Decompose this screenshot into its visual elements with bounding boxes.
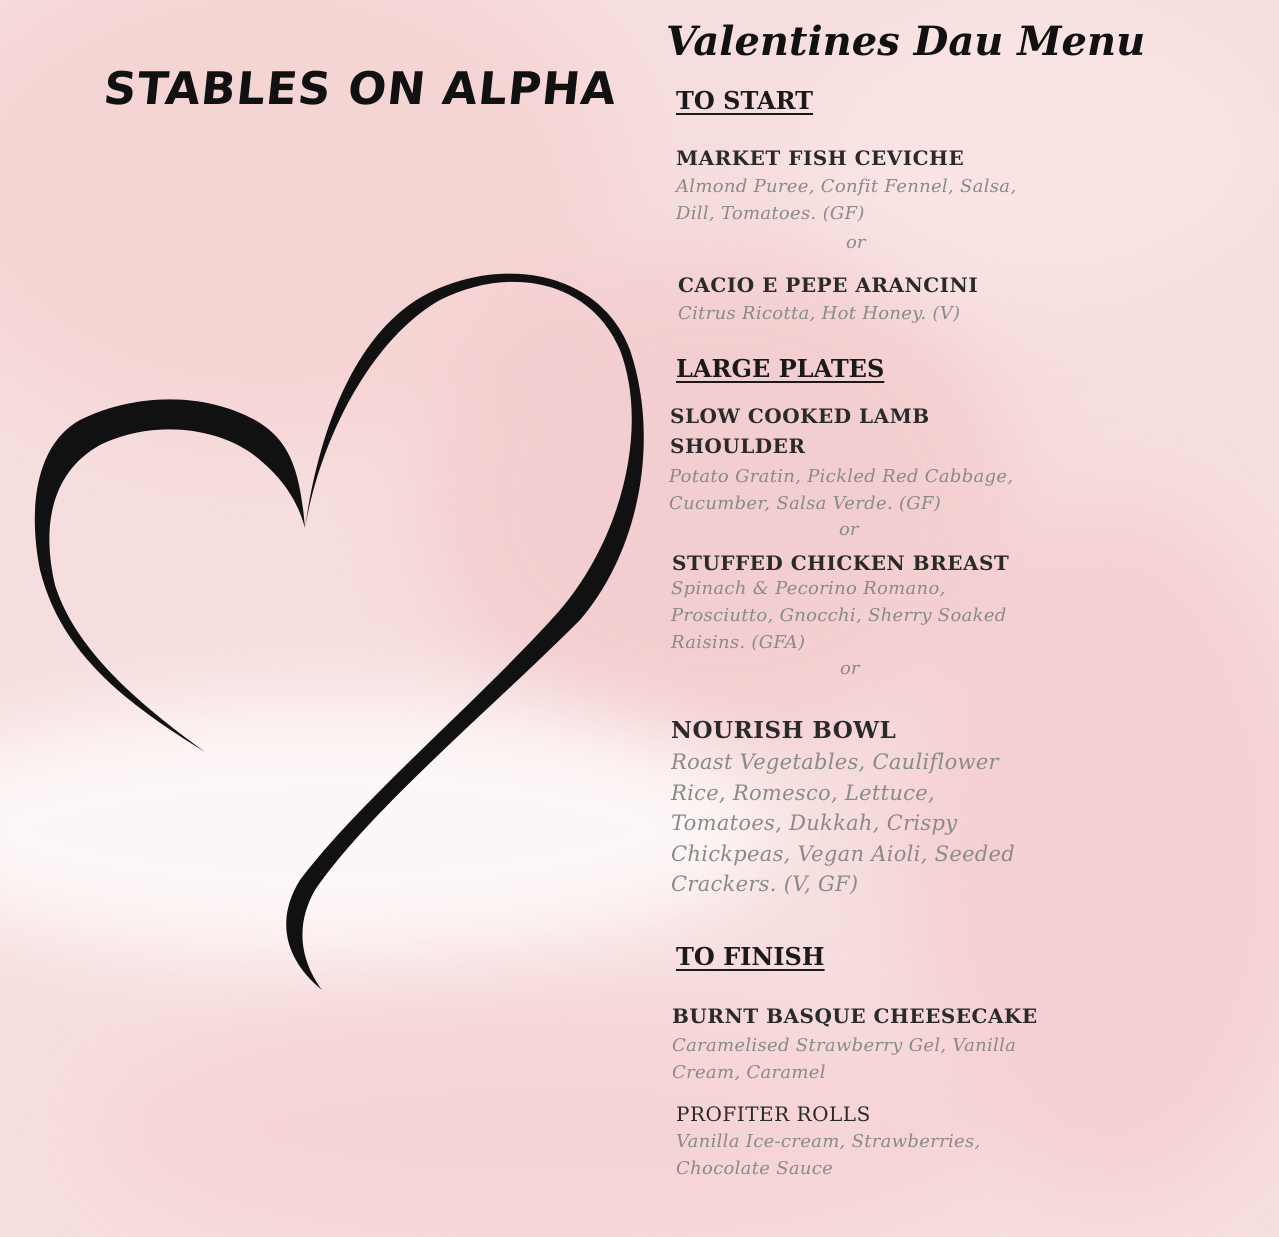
- dish-name: BURNT BASQUE CHEESECAKE: [672, 1004, 1038, 1028]
- dish-name: [670, 401, 930, 461]
- description-line: Potato Gratin, Pickled Red Cabbage,: [669, 466, 1014, 487]
- description-line: Cucumber, Salsa Verde. (GF): [669, 493, 942, 514]
- description-line: Roast Vegetables, Cauliflower: [671, 750, 999, 774]
- dish-name: MARKET FISH CEVICHE: [676, 146, 965, 170]
- dish-description: [676, 173, 1016, 227]
- description-line: Chocolate Sauce: [676, 1158, 834, 1179]
- description-line: Vanilla Ice-cream, Strawberries,: [676, 1131, 981, 1152]
- section-heading-large-plates: LARGE PLATES: [676, 354, 885, 383]
- description-line: Cream, Caramel: [672, 1062, 826, 1083]
- section-heading-to-start: TO START: [676, 86, 814, 115]
- description-line: Rice, Romesco, Lettuce,: [671, 780, 935, 805]
- dish-name: STUFFED CHICKEN BREAST: [672, 551, 1010, 575]
- dish-description: [678, 300, 960, 327]
- description-line: Raisins. (GFA): [671, 632, 806, 653]
- dish-description: [671, 575, 1007, 656]
- or-separator: or: [840, 658, 860, 679]
- dish-description: [671, 747, 1015, 900]
- dish-name: PROFITER ROLLS: [676, 1102, 871, 1126]
- restaurant-name: STABLES ON ALPHA: [101, 62, 620, 115]
- dish-name-line: SLOW COOKED LAMB: [670, 404, 930, 428]
- menu-title: Valentines Dau Menu: [666, 18, 1146, 65]
- description-line: Caramelised Strawberry Gel, Vanilla: [672, 1035, 1017, 1056]
- description-line: Tomatoes, Dukkah, Crispy: [671, 811, 958, 835]
- dish-description: [676, 1128, 981, 1182]
- or-separator: or: [846, 232, 866, 253]
- description-line: Prosciutto, Gnocchi, Sherry Soaked: [671, 605, 1007, 626]
- description-line: Dill, Tomatoes. (GF): [676, 203, 865, 224]
- description-line: Spinach & Pecorino Romano,: [671, 578, 946, 599]
- or-separator: or: [839, 519, 859, 540]
- section-heading-to-finish: TO FINISH: [676, 942, 825, 971]
- dish-name: NOURISH BOWL: [671, 717, 897, 744]
- dish-description: [672, 1032, 1016, 1086]
- description-line: Chickpeas, Vegan Aioli, Seeded: [671, 841, 1016, 866]
- dish-name: CACIO E PEPE ARANCINI: [678, 273, 979, 297]
- description-line: Almond Puree, Confit Fennel, Salsa,: [676, 176, 1017, 197]
- dish-description: [669, 463, 1013, 517]
- description-line: Citrus Ricotta, Hot Honey. (V): [678, 303, 961, 324]
- dish-name-line: SHOULDER: [670, 434, 806, 458]
- description-line: Crackers. (V, GF): [671, 872, 859, 896]
